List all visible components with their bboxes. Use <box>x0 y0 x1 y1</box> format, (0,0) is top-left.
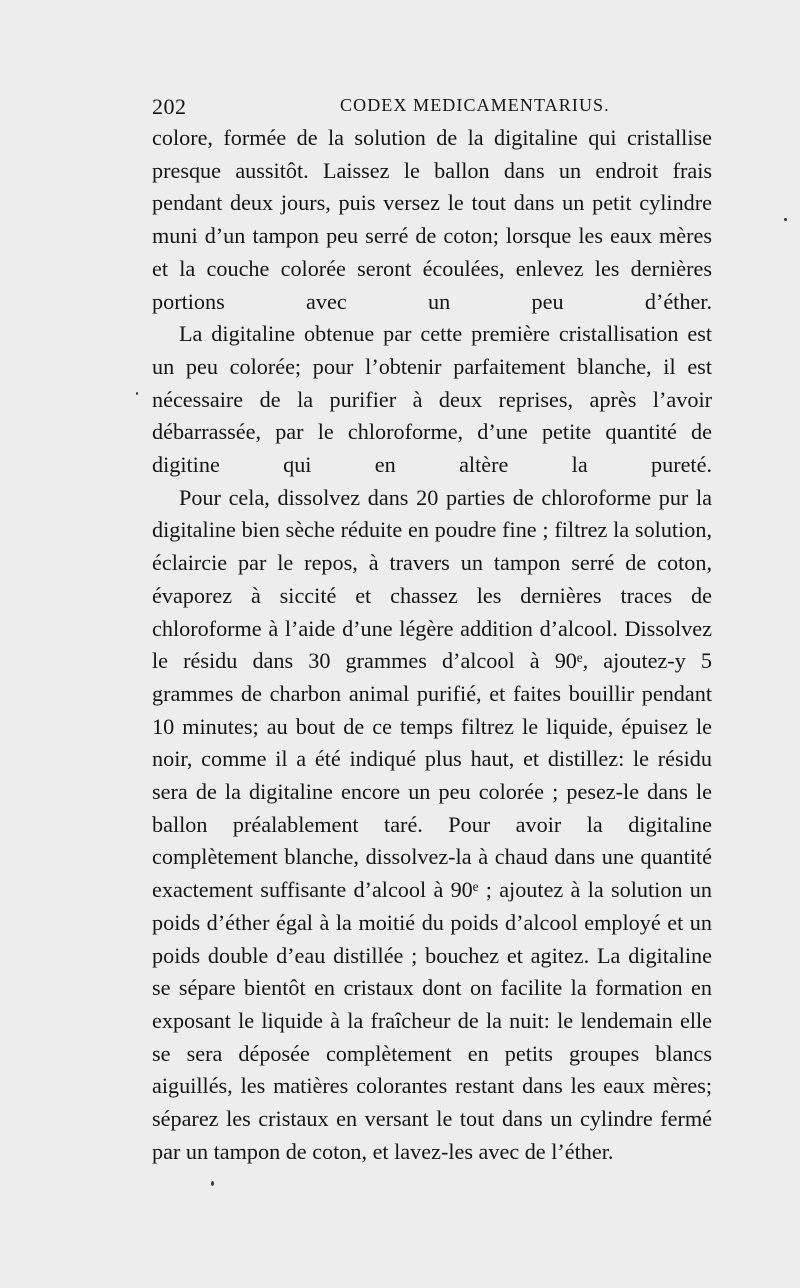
running-head: CODEX MEDICAMENTARIUS. <box>340 95 610 115</box>
paper-speck <box>136 392 138 395</box>
page-header <box>152 90 712 122</box>
paragraph-procedure: Pour cela, dissolvez dans 20 parties de chloroforme pur la digitaline bien sèche réduite en poudre fine ; filtrez la solution, éclaircie par le repos, à travers un tampon serré de coton, évaporez à siccité et chassez les dernières traces de chloroforme à l’aide d’une légère addition d’alcool. Dissolvez le résidu dans 30 grammes d’alcool à 90ᵉ, ajoutez-y 5 grammes de charbon animal purifié, et faites bouillir pendant 10 minutes; au bout de ce temps filtrez le liquide, épuisez le noir, comme il a été indiqué plus haut, et distillez: le résidu sera de la digitaline encore un peu colorée ; pesez-le dans le ballon préalablement taré. Pour avoir la digitaline complètement blanche, dissolvez-la à chaud dans une quantité exactement suffisante d’alcool à 90ᵉ ; ajoutez à la solution un poids d’éther égal à la moitié du poids d’alcool employé et un poids double d’eau distillée ; bouchez et agitez. La digitaline se sépare bientôt en cristaux dont on facilite la formation en exposant le liquide à la fraîcheur de la nuit: le lendemain elle se sera déposée complètement en petits groupes blancs aiguillés, les matières colorantes restant dans les eaux mères; séparez les cristaux en versant le tout dans un cylindre fermé par un tampon de coton, et lavez-les avec de l’éther. <box>152 484 712 1164</box>
paragraph-purification: La digitaline obtenue par cette première cristallisation est un peu colorée; pour l’obtenir parfaitement blanche, il est nécessaire de la purifier à deux reprises, après l’avoir débarrassée, par le chloroforme, d’une petite quantité de digitine qui en altère la pureté. <box>152 321 712 478</box>
page-number: 202 <box>152 94 187 119</box>
paper-speck <box>784 218 787 221</box>
body-text <box>152 122 712 1169</box>
paragraph-continuation: colore, formée de la solution de la digitaline qui cristallise presque aussitôt. Laissez le ballon dans un endroit frais pendant deux jours, puis versez le tout dans un petit cylindre muni d’un tampon peu serré de coton; lorsque les eaux mères et la couche colorée seront écoulées, enlevez les dernières portions avec un peu d’éther. <box>152 125 712 314</box>
paper-speck <box>211 1181 214 1186</box>
